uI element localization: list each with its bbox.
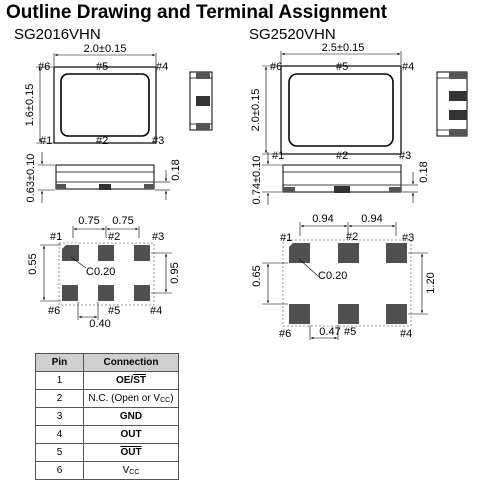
right-land-pin5: #5: [344, 326, 357, 338]
right-side-dim: 0.18: [418, 161, 430, 183]
table-row: [36, 444, 179, 462]
right-top-view: [250, 42, 414, 162]
table-header-row: [36, 354, 179, 372]
pin-number: 3: [36, 408, 84, 426]
header-connection: Connection: [84, 354, 179, 372]
pin-connection: N.C. (Open or VCC): [84, 390, 179, 408]
pin-connection: $OE/\overline{ST}$: [84, 372, 179, 390]
right-land-pin2: #2: [346, 231, 359, 243]
right-width-dim: 2.5±0.15: [321, 42, 365, 54]
left-height-dim: 1.6±0.15: [24, 83, 36, 127]
left-chamfer: C0.20: [86, 266, 116, 278]
table-row: [36, 372, 179, 390]
right-chamfer: C0.20: [318, 270, 348, 282]
left-land-pin6: #6: [48, 305, 61, 317]
pin-number: 4: [36, 426, 84, 444]
pin-number: 2: [36, 390, 84, 408]
right-thickness-dim: 0.74±0.10: [251, 155, 263, 205]
left-row-pitch: 0.95: [169, 262, 181, 284]
table-row: [36, 408, 179, 426]
right-height-dim: 2.0±0.15: [250, 88, 262, 132]
left-top-pin2: #2: [96, 135, 109, 147]
left-land-pin4: #4: [150, 305, 163, 317]
pin-connection: GND: [84, 408, 179, 426]
pin-number: 1: [36, 372, 84, 390]
left-land-pin2: #2: [108, 231, 121, 243]
right-top-pin2: #2: [336, 150, 349, 162]
right-top-pin6: #6: [270, 61, 283, 73]
left-top-pin6: #6: [38, 61, 51, 73]
right-top-pin3: #3: [399, 150, 412, 162]
right-row-pitch: 1.20: [425, 272, 437, 294]
right-side-view-narrow: [437, 72, 467, 136]
left-width-dim: 2.0±0.15: [83, 43, 127, 55]
right-pad-h: 0.65: [251, 265, 263, 287]
table-row: [36, 426, 179, 444]
right-land-pin1: #1: [280, 232, 293, 244]
model-label-left: SG2016VHN: [14, 26, 101, 43]
right-top-pin4: #4: [402, 61, 415, 73]
left-thickness-dim: 0.63±0.10: [25, 153, 37, 203]
pin-connection: VCC: [84, 462, 179, 480]
right-pitch-b: 0.94: [361, 213, 383, 225]
right-land-pattern: [251, 213, 437, 340]
left-land-pin3: #3: [152, 231, 165, 243]
right-pitch-a: 0.94: [312, 213, 334, 225]
pin-number: 6: [36, 462, 84, 480]
left-top-pin4: #4: [156, 61, 169, 73]
left-pad-h: 0.55: [27, 253, 39, 275]
left-side-view-narrow: [190, 72, 212, 130]
left-top-pin1: #1: [40, 135, 53, 147]
page-title: Outline Drawing and Terminal Assignment: [6, 2, 388, 23]
left-top-view: [24, 43, 168, 147]
right-pad-w: 0.47: [319, 326, 341, 338]
right-land-pin4: #4: [400, 328, 413, 340]
left-pitch-b: 0.75: [112, 215, 134, 227]
right-land-pin6: #6: [279, 328, 292, 340]
pin-number: 5: [36, 444, 84, 462]
left-top-pin3: #3: [152, 135, 165, 147]
left-land-pattern: [27, 215, 181, 330]
table-row: [36, 462, 179, 480]
left-pitch-a: 0.75: [78, 215, 100, 227]
right-top-pin5: #5: [336, 61, 349, 73]
header-pin: Pin: [36, 354, 84, 372]
pin-assignment-table: [35, 353, 179, 480]
model-label-right: SG2520VHN: [249, 26, 336, 43]
pin-connection: OUT: [84, 426, 179, 444]
left-land-pin1: #1: [50, 231, 63, 243]
left-land-pin5: #5: [108, 305, 121, 317]
right-top-pin1: #1: [272, 150, 285, 162]
left-front-view: [25, 152, 182, 203]
right-land-pin3: #3: [402, 232, 415, 244]
left-top-pin5: #5: [96, 61, 109, 73]
pin-connection: $\overline{OUT}$: [84, 444, 179, 462]
left-pad-w: 0.40: [89, 318, 111, 330]
table-row: [36, 390, 179, 408]
left-side-dim: 0.18: [170, 159, 182, 181]
